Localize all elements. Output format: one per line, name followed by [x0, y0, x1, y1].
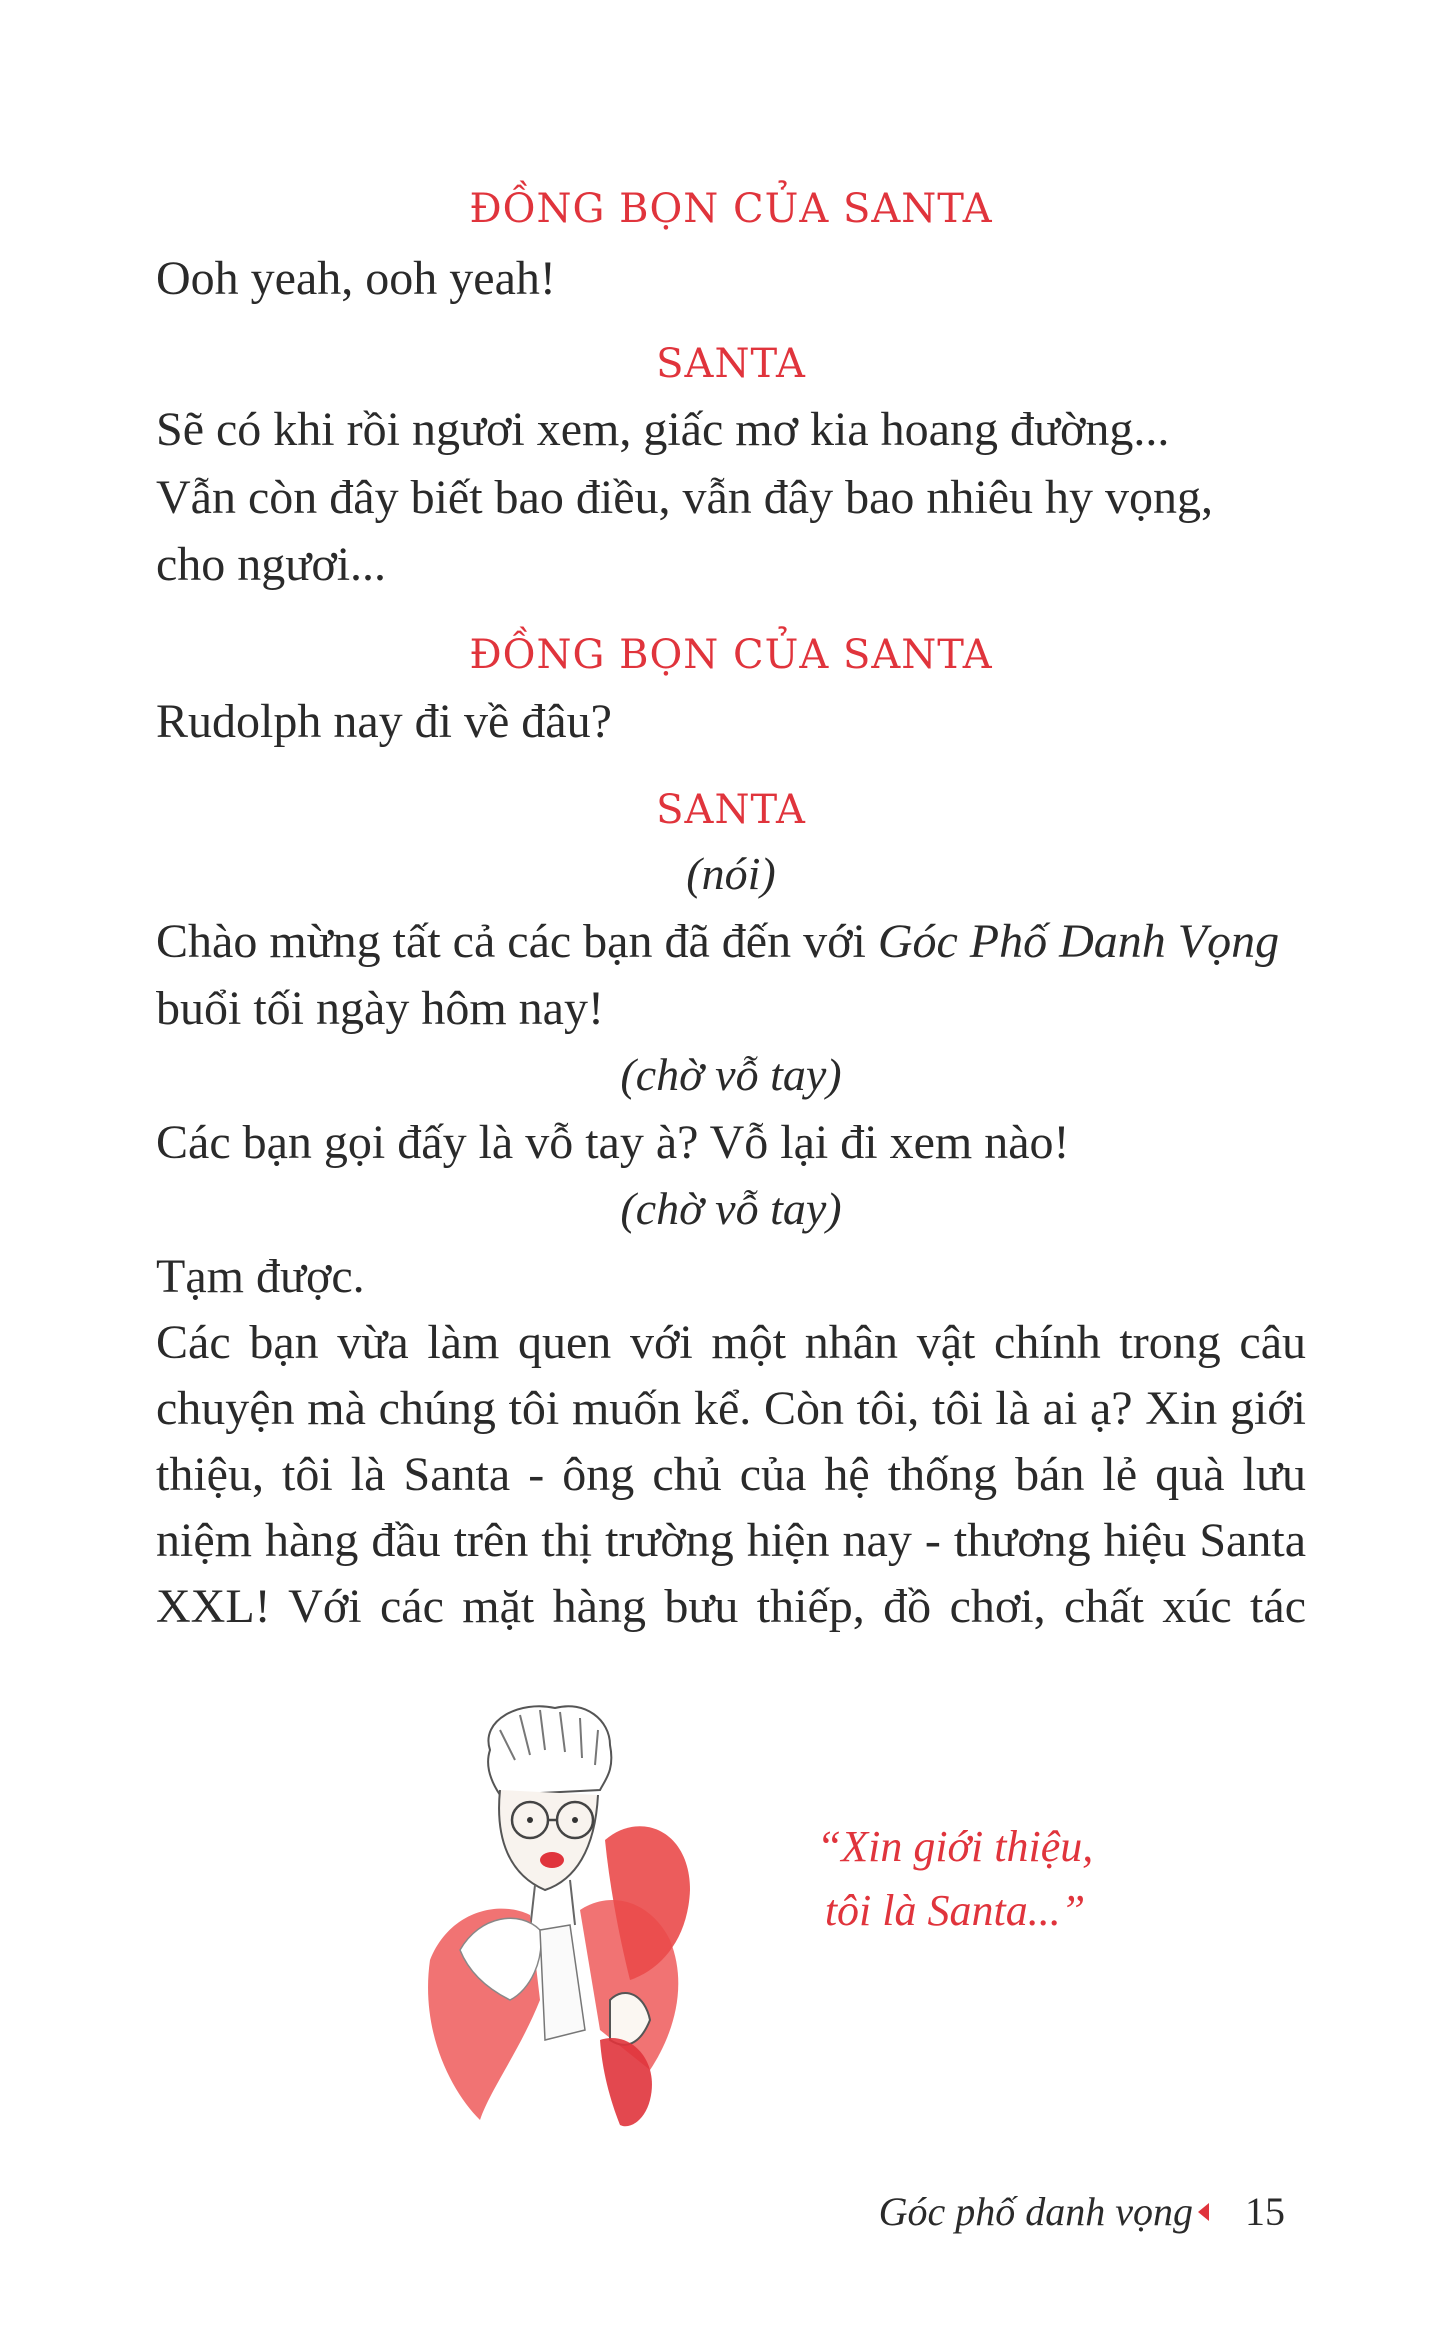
- dialogue-line: buổi tối ngày hôm nay!: [156, 982, 604, 1035]
- speaker-heading: SANTA: [656, 787, 806, 833]
- welcome-text: Chào mừng tất cả các bạn đã đến với: [156, 915, 878, 968]
- paragraph-line: Các bạn vừa làm quen với một nhân vật chính trong câu: [156, 1316, 1306, 1369]
- dialogue-line: [156, 910, 1306, 974]
- paragraph-line: niệm hàng đầu trên thị trường hiện nay - thương hiệu Santa: [156, 1514, 1306, 1567]
- quote-line: “Xin giới thiệu,: [816, 1822, 1094, 1871]
- dialogue-line: cho ngươi...: [156, 538, 387, 591]
- dialogue-line: Ooh yeah, ooh yeah!: [156, 252, 556, 305]
- dialogue-line: Các bạn gọi đấy là vỗ tay à? Vỗ lại đi xem nào!: [156, 1116, 1070, 1169]
- paragraph-line: chuyện mà chúng tôi muốn kể. Còn tôi, tôi là ai ạ? Xin giới: [156, 1382, 1306, 1435]
- page-number: 15: [1245, 2189, 1285, 2234]
- stage-direction: (chờ vỗ tay): [620, 1183, 842, 1234]
- quote-line: tôi là Santa...”: [824, 1886, 1086, 1935]
- dialogue-line: Rudolph nay đi về đâu?: [156, 695, 612, 748]
- illustration-quote: [795, 1815, 1115, 1943]
- left-triangle-icon: [1198, 2203, 1209, 2221]
- dialogue-line: Tạm được.: [156, 1250, 365, 1303]
- speaker-heading: ĐỒNG BỌN CỦA SANTA: [469, 632, 993, 678]
- speaker-heading: ĐỒNG BỌN CỦA SANTA: [469, 186, 993, 232]
- running-title: Góc phố danh vọng: [878, 2189, 1193, 2234]
- dialogue-line: Sẽ có khi rồi ngươi xem, giấc mơ kia hoang đường...: [156, 403, 1170, 456]
- paragraph-line: XXL! Với các mặt hàng bưu thiếp, đồ chơi, chất xúc tác: [156, 1580, 1306, 1633]
- dialogue-line: Vẫn còn đây biết bao điều, vẫn đây bao nhiêu hy vọng,: [156, 471, 1214, 524]
- stage-direction: (nói): [686, 848, 776, 899]
- stage-direction: (chờ vỗ tay): [620, 1049, 842, 1100]
- show-title: Góc Phố Danh Vọng: [877, 915, 1280, 968]
- santa-illustration: [370, 1700, 770, 2140]
- paragraph-line: thiệu, tôi là Santa - ông chủ của hệ thống bán lẻ quà lưu: [156, 1448, 1306, 1501]
- speaker-heading: SANTA: [656, 341, 806, 387]
